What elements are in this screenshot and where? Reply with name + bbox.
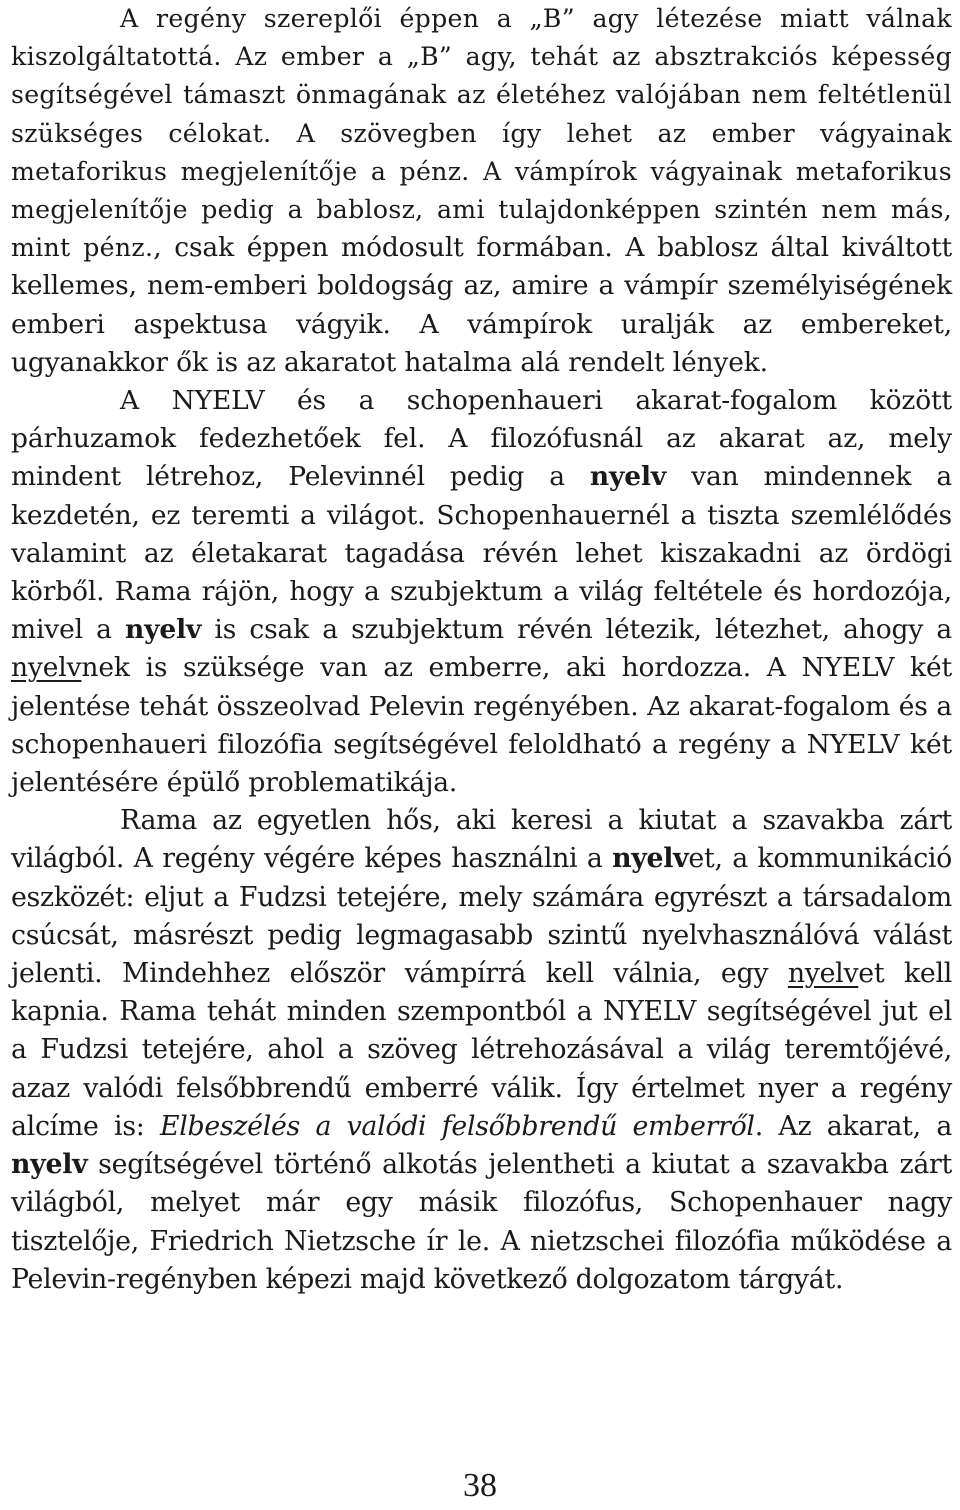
emphasized-term-nyelv: nyelv	[612, 843, 689, 875]
paragraph-3-text: segítségével történő alkotás jelentheti a kiutat a szavakba zárt világból, melyet már egy másik filozófus, Schopenhauer nagy tisztelője, Friedrich Nietzsche ír le. A nietzschei filozófia működése a Pelevin-regényben képezi majd következő dolgozatom tárgyát.	[11, 1149, 952, 1295]
emphasized-term-nyelv: nyelv	[125, 614, 202, 646]
paragraph-3-text: Rama az egyetlen hős, aki keresi a kiutat a szavakba zárt világból. A regény végére képes használni a	[11, 805, 952, 875]
paragraph-2-text: van mindennek a kezdetén, ez teremti a világot. Schopenhauernél a tiszta szemlélődés valamint az életakarat tagadása révén lehet kiszakadni az ördögi körből. Rama rájön, hogy a szubjektum a világ feltétele és hordozója, mivel a	[11, 461, 953, 646]
paragraph-2	[11, 382, 952, 802]
underlined-term-nyelv: nyelv	[11, 652, 82, 684]
novel-subtitle: Elbeszélés a valódi felsőbbrendű emberről	[159, 1110, 755, 1142]
underlined-term-nyelv: nyelv	[787, 958, 859, 990]
emphasized-term-nyelv: nyelv	[589, 461, 667, 493]
paragraph-1-text-continued: , csak éppen módosult formában. A bablosz által kiváltott kellemes, nem-emberi boldogság az, amire a vámpír személyiségének emberi aspektusa vágyik. A vámpírok uralják az embereket, ugyanakkor ők is az akaratot hatalma alá rendelt lények.	[11, 232, 952, 378]
paragraph-1	[11, 0, 952, 382]
paragraph-2-text: is csak a szubjektum révén létezik, létezhet, ahogy a	[201, 614, 952, 646]
paragraph-3-text: et kell kapnia. Rama tehát minden szempontból a NYELV segítségével jut el a Fudzsi tetejére, ahol a szöveg létrehozásával a világ teremtőjévé, azaz valódi felsőbbrendű emberré válik. Így értelmet nyer a regény alcíme is:	[11, 958, 952, 1142]
document-page	[11, 0, 952, 1299]
emphasized-term-nyelv: nyelv	[11, 1149, 88, 1181]
paragraph-2-text: A NYELV és a schopenhaueri akarat-fogalom között párhuzamok fedezhetőek fel. A filozófusnál az akarat az, mely mindent létrehoz, Pelevinnél pedig a	[11, 385, 952, 493]
paragraph-1-text: A regény szereplői éppen a „B” agy létezése miatt válnak kiszolgáltatottá. Az ember a „B” agy, tehát az absztrakciós képesség segítségével támaszt önmagának az életéhez valójában nem feltétlenül szükséges célokat. A szövegben így lehet az ember vágyainak metaforikus megjelenítője a pénz. A vámpírok vágyainak metaforikus megjelenítője pedig a bablosz, ami tulajdonképpen szintén nem más, mint pénz.	[11, 4, 952, 263]
paragraph-3-text: et, a kommunikáció eszközét: eljut a Fudzsi tetejére, mely számára egyrészt a társadalom csúcsát, másrészt pedig legmagasabb szintű nyelvhasználóvá válást jelenti. Mindehhez először vámpírrá kell válnia, egy	[11, 843, 952, 990]
paragraph-3-text: . Az akarat, a	[754, 1110, 952, 1142]
paragraph-2-text: nek is szüksége van az emberre, aki hordozza. A NYELV két jelentése tehát összeolvad Pelevin regényében. Az akarat-fogalom és a schopenhaueri filozófia segítségével feloldható a regény a NYELV két jelentésére épülő problematikája.	[11, 652, 952, 799]
page-number: 38	[463, 1467, 497, 1504]
paragraph-3	[11, 802, 952, 1299]
